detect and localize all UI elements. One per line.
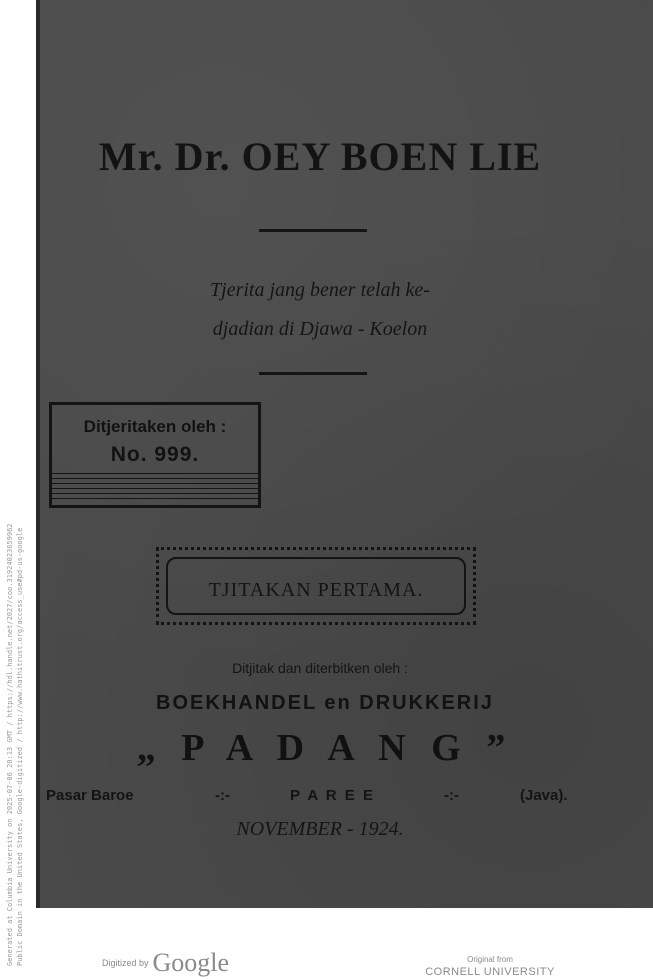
publisher-name: „ P A D A N G ” xyxy=(136,727,514,769)
google-logo: Google xyxy=(152,948,230,977)
subtitle-line-1: Tjerita jang bener telah ke- xyxy=(210,279,430,301)
address-separator-2: -:- xyxy=(444,787,459,804)
side-note-line-2: Public Domain in the United States, Google-digitized / http://www.hathitrust.org/access_use#pd-us-google xyxy=(16,527,24,966)
address-street: Pasar Baroe xyxy=(46,787,134,804)
author-label: Ditjeritaken oleh : xyxy=(83,417,227,436)
title-divider-top xyxy=(259,229,367,232)
original-from-label: Original from xyxy=(467,955,513,964)
author-box-stripes xyxy=(52,473,258,501)
address-region: (Java). xyxy=(520,787,568,804)
edition-label: TJITAKAN PERTAMA. xyxy=(208,579,424,601)
publication-date: NOVEMBER - 1924. xyxy=(236,818,404,840)
digitized-credit xyxy=(102,948,229,978)
address-city: P A R E E xyxy=(290,787,375,804)
printed-by-text: Ditjitak dan diterbitken oleh : xyxy=(232,660,408,676)
original-source-credit xyxy=(420,954,560,978)
publisher-text: BOEKHANDEL en DRUKKERIJ xyxy=(156,692,494,714)
edition-inner-frame xyxy=(166,557,466,615)
side-note-line-1: Generated at Columbia University on 2025-07-06 20:13 GMT / https://hdl.handle.net/2027/coo.31924023659962 xyxy=(6,523,14,966)
author-box xyxy=(49,402,261,508)
author-name: No. 999. xyxy=(110,443,200,466)
edition-frame xyxy=(156,547,476,625)
side-watermark-note xyxy=(5,466,25,966)
subtitle-divider xyxy=(259,372,367,375)
subtitle-line-2: djadian di Djawa - Koelon xyxy=(212,318,428,340)
digitized-prefix: Digitized by xyxy=(102,958,149,968)
address-separator-1: -:- xyxy=(215,787,230,804)
book-title: Mr. Dr. OEY BOEN LIE xyxy=(98,134,542,179)
original-source-name: CORNELL UNIVERSITY xyxy=(425,966,555,978)
